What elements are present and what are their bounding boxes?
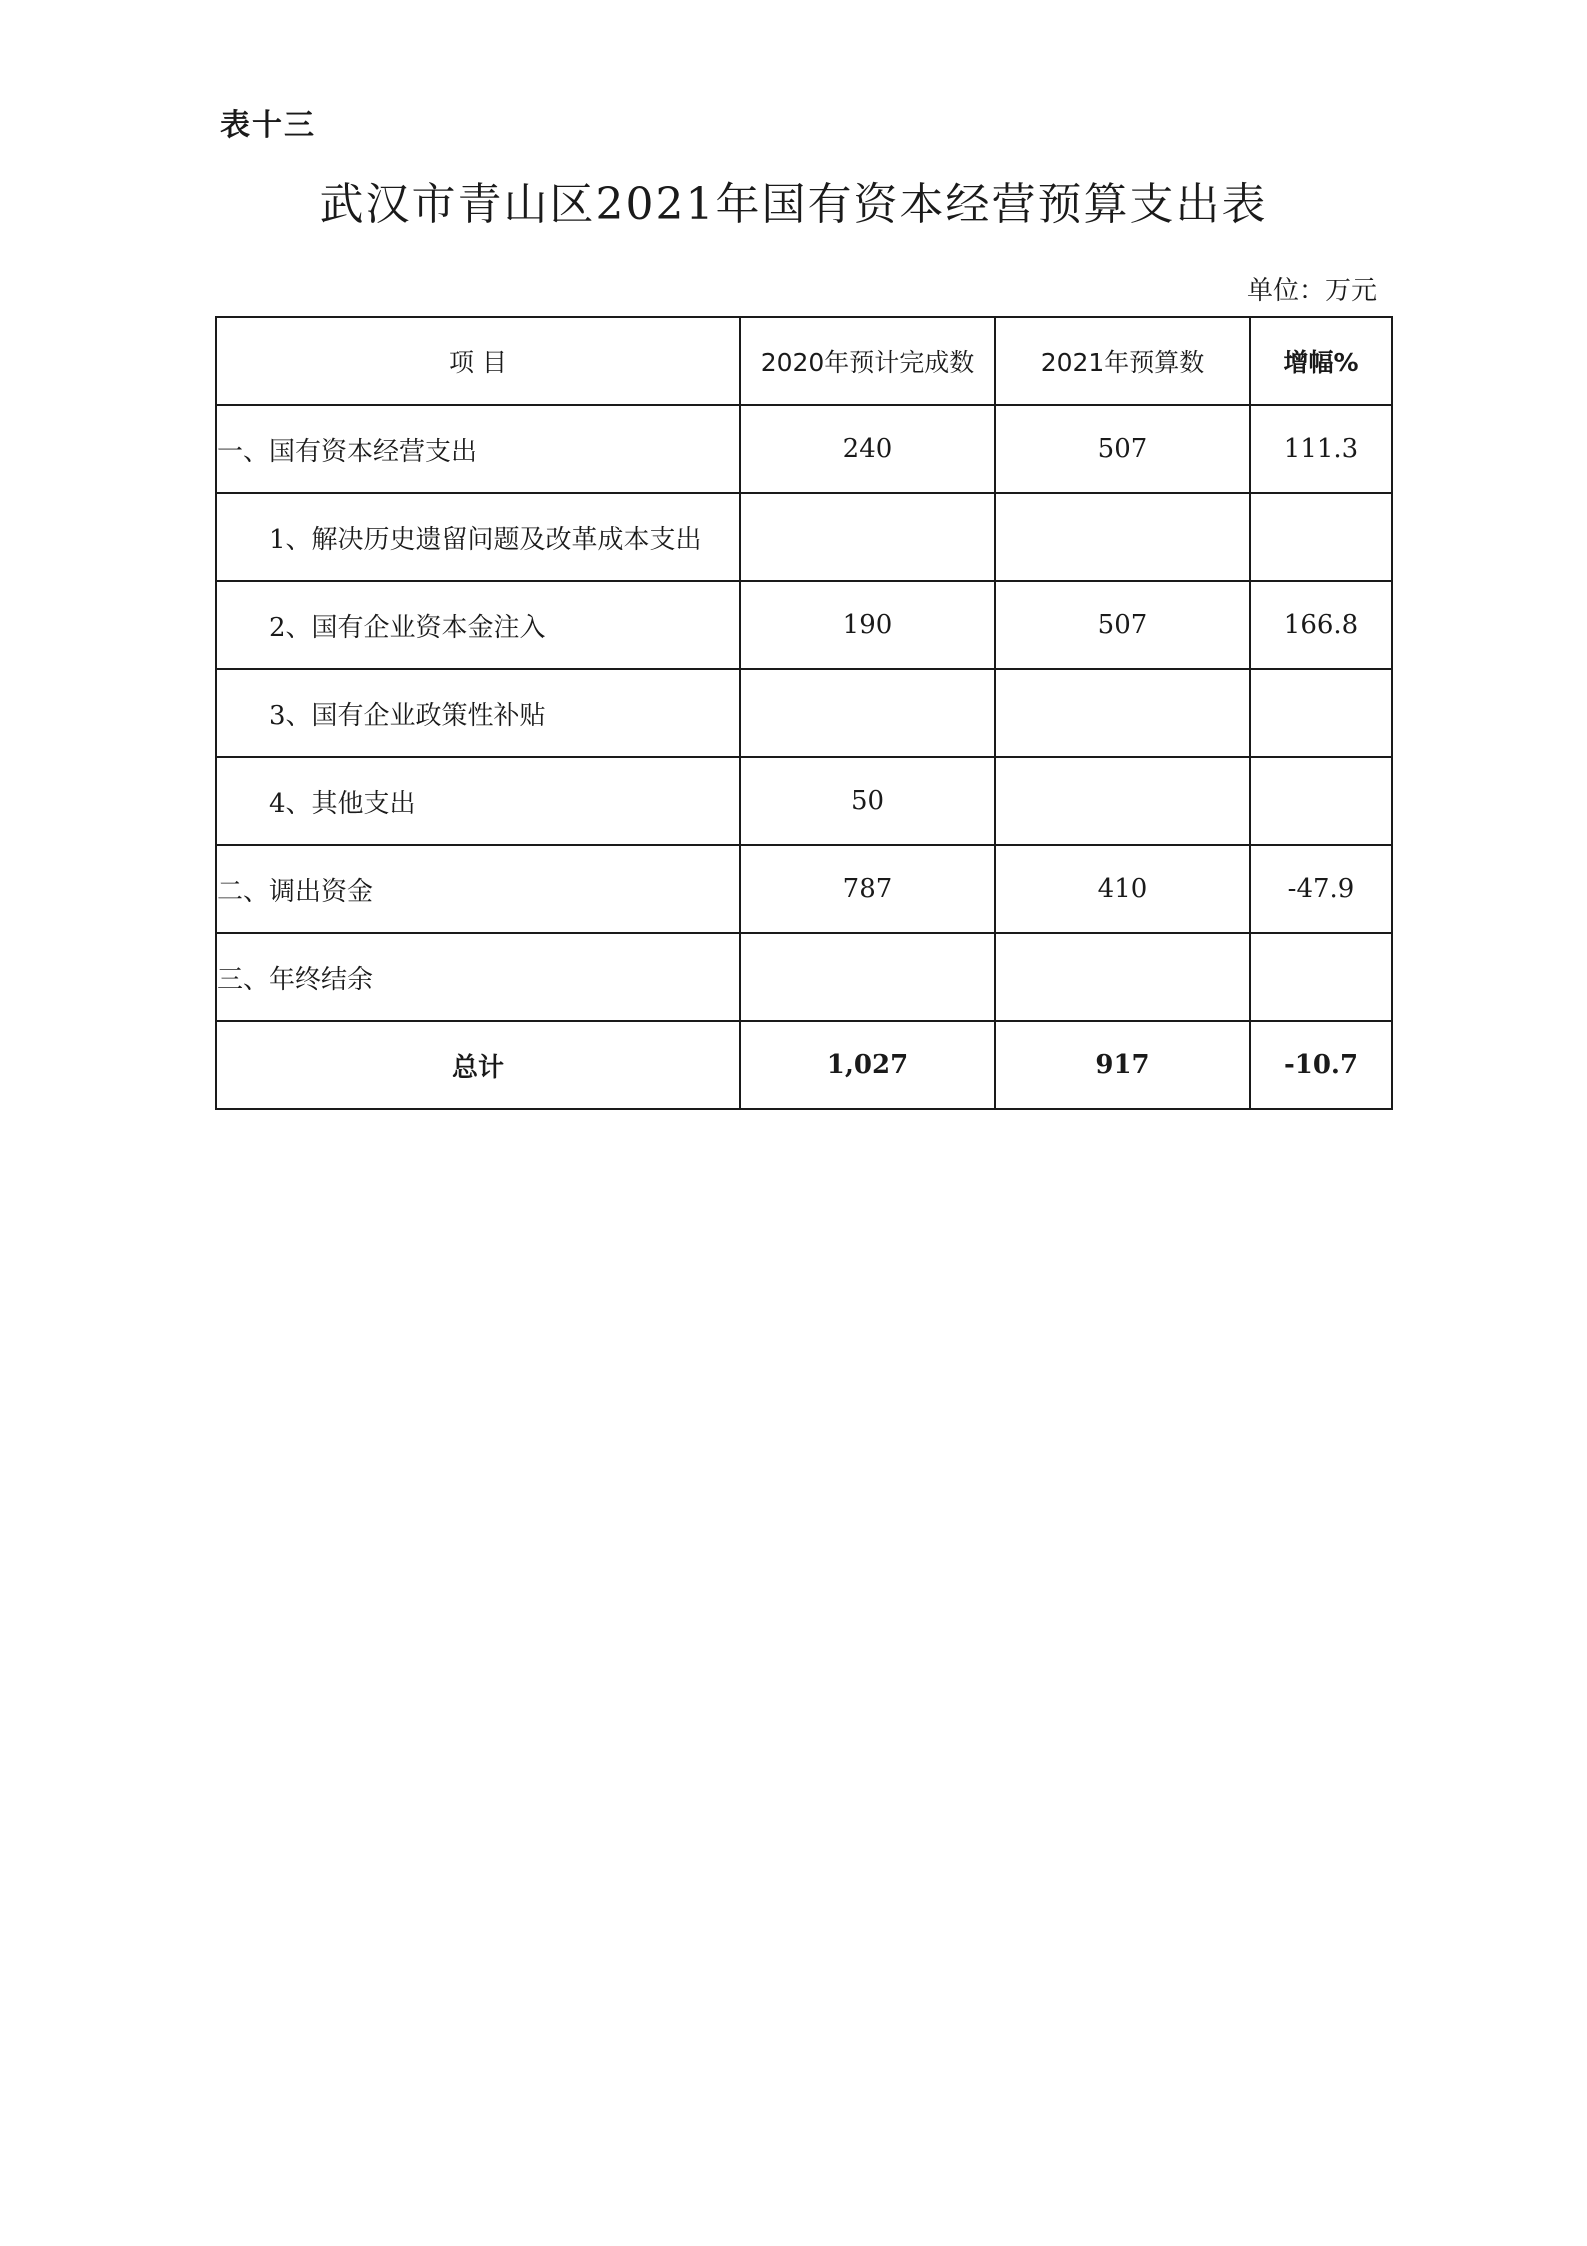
total-2020-value: 1,027 — [740, 1021, 995, 1109]
row-item-label: 4、其他支出 — [216, 757, 740, 845]
unit-label: 单位：万元 — [1246, 276, 1377, 306]
row-2021-value: 410 — [995, 845, 1250, 933]
header-2020-estimate: 2020年预计完成数 — [740, 317, 995, 405]
row-2020-value — [740, 493, 995, 581]
row-2021-value: 507 — [995, 405, 1250, 493]
row-growth-value: 111.3 — [1250, 405, 1392, 493]
row-item-label: 1、解决历史遗留问题及改革成本支出 — [216, 493, 740, 581]
table-header-row — [216, 317, 1392, 405]
row-item-label: 二、调出资金 — [216, 845, 740, 933]
row-2020-value: 240 — [740, 405, 995, 493]
row-2020-value — [740, 669, 995, 757]
table-row — [216, 669, 1392, 757]
row-2021-value — [995, 669, 1250, 757]
page-title: 武汉市青山区2021年国有资本经营预算支出表 — [319, 179, 1268, 230]
row-2021-value: 507 — [995, 581, 1250, 669]
row-growth-value — [1250, 933, 1392, 1021]
row-2020-value: 787 — [740, 845, 995, 933]
row-growth-value: -47.9 — [1250, 845, 1392, 933]
row-growth-value: 166.8 — [1250, 581, 1392, 669]
row-item-label: 2、国有企业资本金注入 — [216, 581, 740, 669]
row-2021-value — [995, 757, 1250, 845]
table-row — [216, 757, 1392, 845]
table-row — [216, 405, 1392, 493]
header-growth: 增幅% — [1250, 317, 1392, 405]
total-label: 总计 — [216, 1021, 740, 1109]
table-row — [216, 933, 1392, 1021]
total-row — [216, 1021, 1392, 1109]
table-row — [216, 493, 1392, 581]
row-item-label: 一、国有资本经营支出 — [216, 405, 740, 493]
row-2020-value: 190 — [740, 581, 995, 669]
row-2021-value — [995, 493, 1250, 581]
total-2021-value: 917 — [995, 1021, 1250, 1109]
row-growth-value — [1250, 757, 1392, 845]
row-item-label: 3、国有企业政策性补贴 — [216, 669, 740, 757]
row-2020-value: 50 — [740, 757, 995, 845]
row-2020-value — [740, 933, 995, 1021]
table-row — [216, 845, 1392, 933]
row-growth-value — [1250, 669, 1392, 757]
header-item: 项 目 — [216, 317, 740, 405]
table-row — [216, 581, 1392, 669]
header-2021-budget: 2021年预算数 — [995, 317, 1250, 405]
table-number-label: 表十三 — [220, 108, 316, 143]
row-2021-value — [995, 933, 1250, 1021]
row-item-label: 三、年终结余 — [216, 933, 740, 1021]
row-growth-value — [1250, 493, 1392, 581]
total-growth-value: -10.7 — [1250, 1021, 1392, 1109]
budget-table — [215, 316, 1393, 1110]
